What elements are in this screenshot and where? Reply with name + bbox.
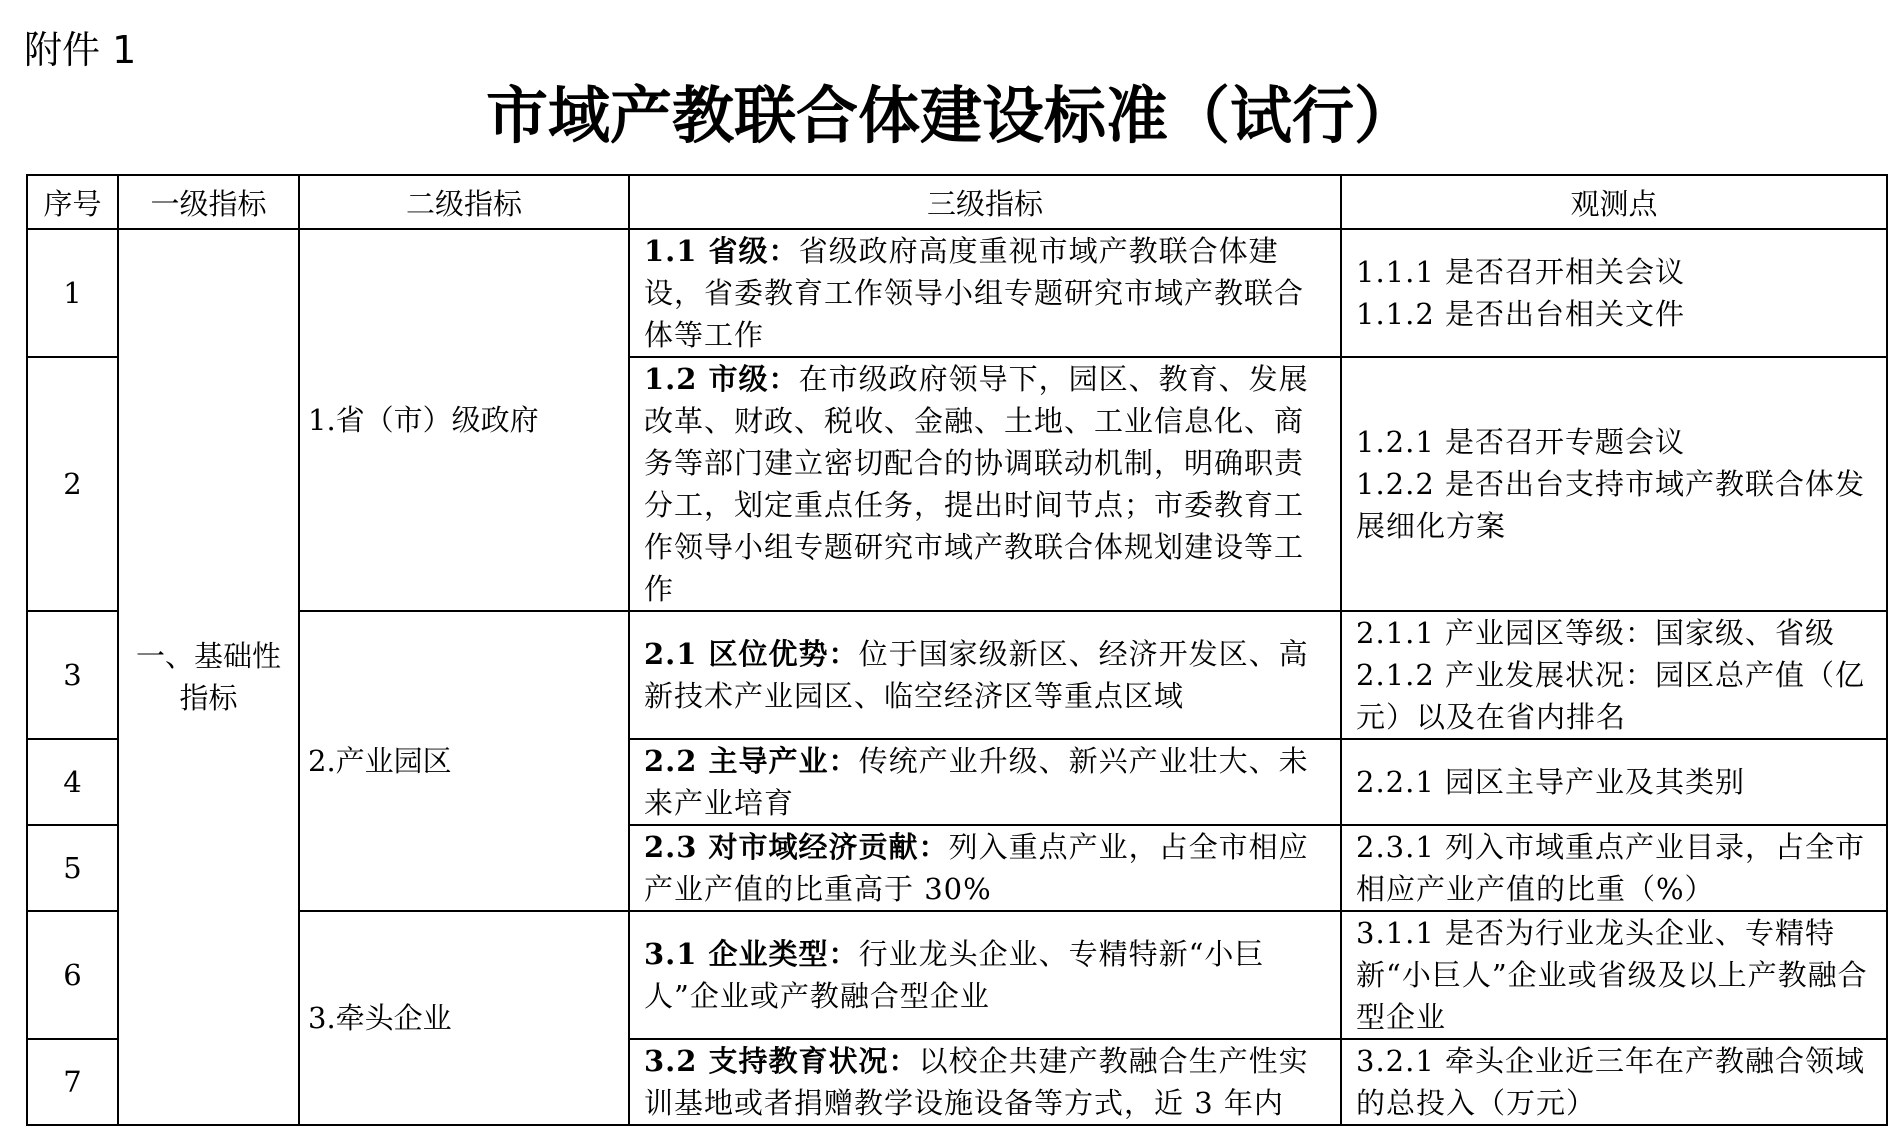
level3-text: 在市级政府领导下，园区、教育、发展改革、财政、税收、金融、土地、工业信息化、商务等部门建立密切配合的协调联动机制，明确职责分工，划定重点任务，提出时间节点；市委教育工作领导小组专题研究市域产教联合体规划建设等工作 <box>644 362 1309 606</box>
level2-indicator <box>299 611 629 911</box>
level3-label: 2.1 区位优势： <box>644 637 859 671</box>
table-row <box>27 611 1887 739</box>
level2-indicator <box>299 911 629 1125</box>
row-seq: 5 <box>27 825 118 911</box>
row-seq: 4 <box>27 739 118 825</box>
level2-indicator <box>299 229 629 611</box>
level3-indicator <box>629 229 1341 357</box>
level3-label: 3.2 支持教育状况： <box>644 1044 919 1078</box>
level3-text: 传统产业升级、新兴产业壮大、未来产业培育 <box>644 744 1309 820</box>
observation-cell <box>1341 911 1887 1039</box>
level3-label: 2.2 主导产业： <box>644 744 859 778</box>
level3-text: 列入重点产业，占全市相应产业产值的比重高于 30% <box>644 830 1309 906</box>
level3-text: 位于国家级新区、经济开发区、高新技术产业园区、临空经济区等重点区域 <box>644 637 1309 713</box>
observation-point: 2.1.2 产业发展状况：园区总产值（亿元）以及在省内排名 <box>1356 658 1866 734</box>
row-seq: 7 <box>27 1039 118 1125</box>
observation-point: 2.1.1 产业园区等级：国家级、省级 <box>1356 616 1836 650</box>
observation-cell <box>1341 825 1887 911</box>
attachment-label: 附件 1 <box>24 28 137 72</box>
observation-point: 1.2.1 是否召开专题会议 <box>1356 425 1686 459</box>
level2-text: 2.产业园区 <box>308 744 452 778</box>
level3-indicator <box>629 357 1341 611</box>
level3-indicator <box>629 1039 1341 1125</box>
row-seq: 1 <box>27 229 118 357</box>
document-title: 市域产教联合体建设标准（试行） <box>485 79 1416 152</box>
observation-point: 2.2.1 园区主导产业及其类别 <box>1356 765 1746 799</box>
observation-cell <box>1341 357 1887 611</box>
header-seq: 序号 <box>27 175 118 229</box>
level3-label: 3.1 企业类型： <box>644 937 859 971</box>
table-row <box>27 229 1887 357</box>
level1-indicator <box>118 229 299 1125</box>
standards-table <box>26 174 1888 1126</box>
level3-indicator <box>629 911 1341 1039</box>
level1-text: 一、基础性指标 <box>135 639 281 715</box>
observation-cell <box>1341 739 1887 825</box>
row-seq: 2 <box>27 357 118 611</box>
level3-text: 省级政府高度重视市域产教联合体建设，省委教育工作领导小组专题研究市域产教联合体等工作 <box>644 234 1305 352</box>
level3-indicator <box>629 611 1341 739</box>
observation-point: 1.1.1 是否召开相关会议 <box>1356 255 1686 289</box>
level2-text: 1.省（市）级政府 <box>308 403 539 437</box>
table-header-row <box>27 175 1887 229</box>
observation-cell <box>1341 1039 1887 1125</box>
header-observation: 观测点 <box>1341 175 1887 229</box>
level2-text: 3.牵头企业 <box>308 1001 452 1035</box>
observation-cell <box>1341 611 1887 739</box>
header-level2: 二级指标 <box>299 175 629 229</box>
level3-indicator <box>629 825 1341 911</box>
observation-point: 3.1.1 是否为行业龙头企业、专精特新“小巨人”企业或省级及以上产教融合型企业 <box>1356 916 1868 1034</box>
level3-text: 行业龙头企业、专精特新“小巨人”企业或产教融合型企业 <box>644 937 1265 1013</box>
observation-cell <box>1341 229 1887 357</box>
header-level1: 一级指标 <box>118 175 299 229</box>
observation-point: 1.2.2 是否出台支持市域产教联合体发展细化方案 <box>1356 467 1866 543</box>
table-row <box>27 911 1887 1039</box>
level3-label: 1.1 省级： <box>644 234 799 268</box>
level3-label: 2.3 对市域经济贡献： <box>644 830 949 864</box>
observation-point: 1.1.2 是否出台相关文件 <box>1356 297 1686 331</box>
level3-text: 以校企共建产教融合生产性实训基地或者捐赠教学设施设备等方式，近 3 年内 <box>644 1044 1309 1120</box>
level3-label: 1.2 市级： <box>644 362 799 396</box>
observation-point: 3.2.1 牵头企业近三年在产教融合领域的总投入（万元） <box>1356 1044 1866 1120</box>
level3-indicator <box>629 739 1341 825</box>
row-seq: 3 <box>27 611 118 739</box>
observation-point: 2.3.1 列入市域重点产业目录，占全市相应产业产值的比重（%） <box>1356 830 1866 906</box>
header-level3: 三级指标 <box>629 175 1341 229</box>
row-seq: 6 <box>27 911 118 1039</box>
